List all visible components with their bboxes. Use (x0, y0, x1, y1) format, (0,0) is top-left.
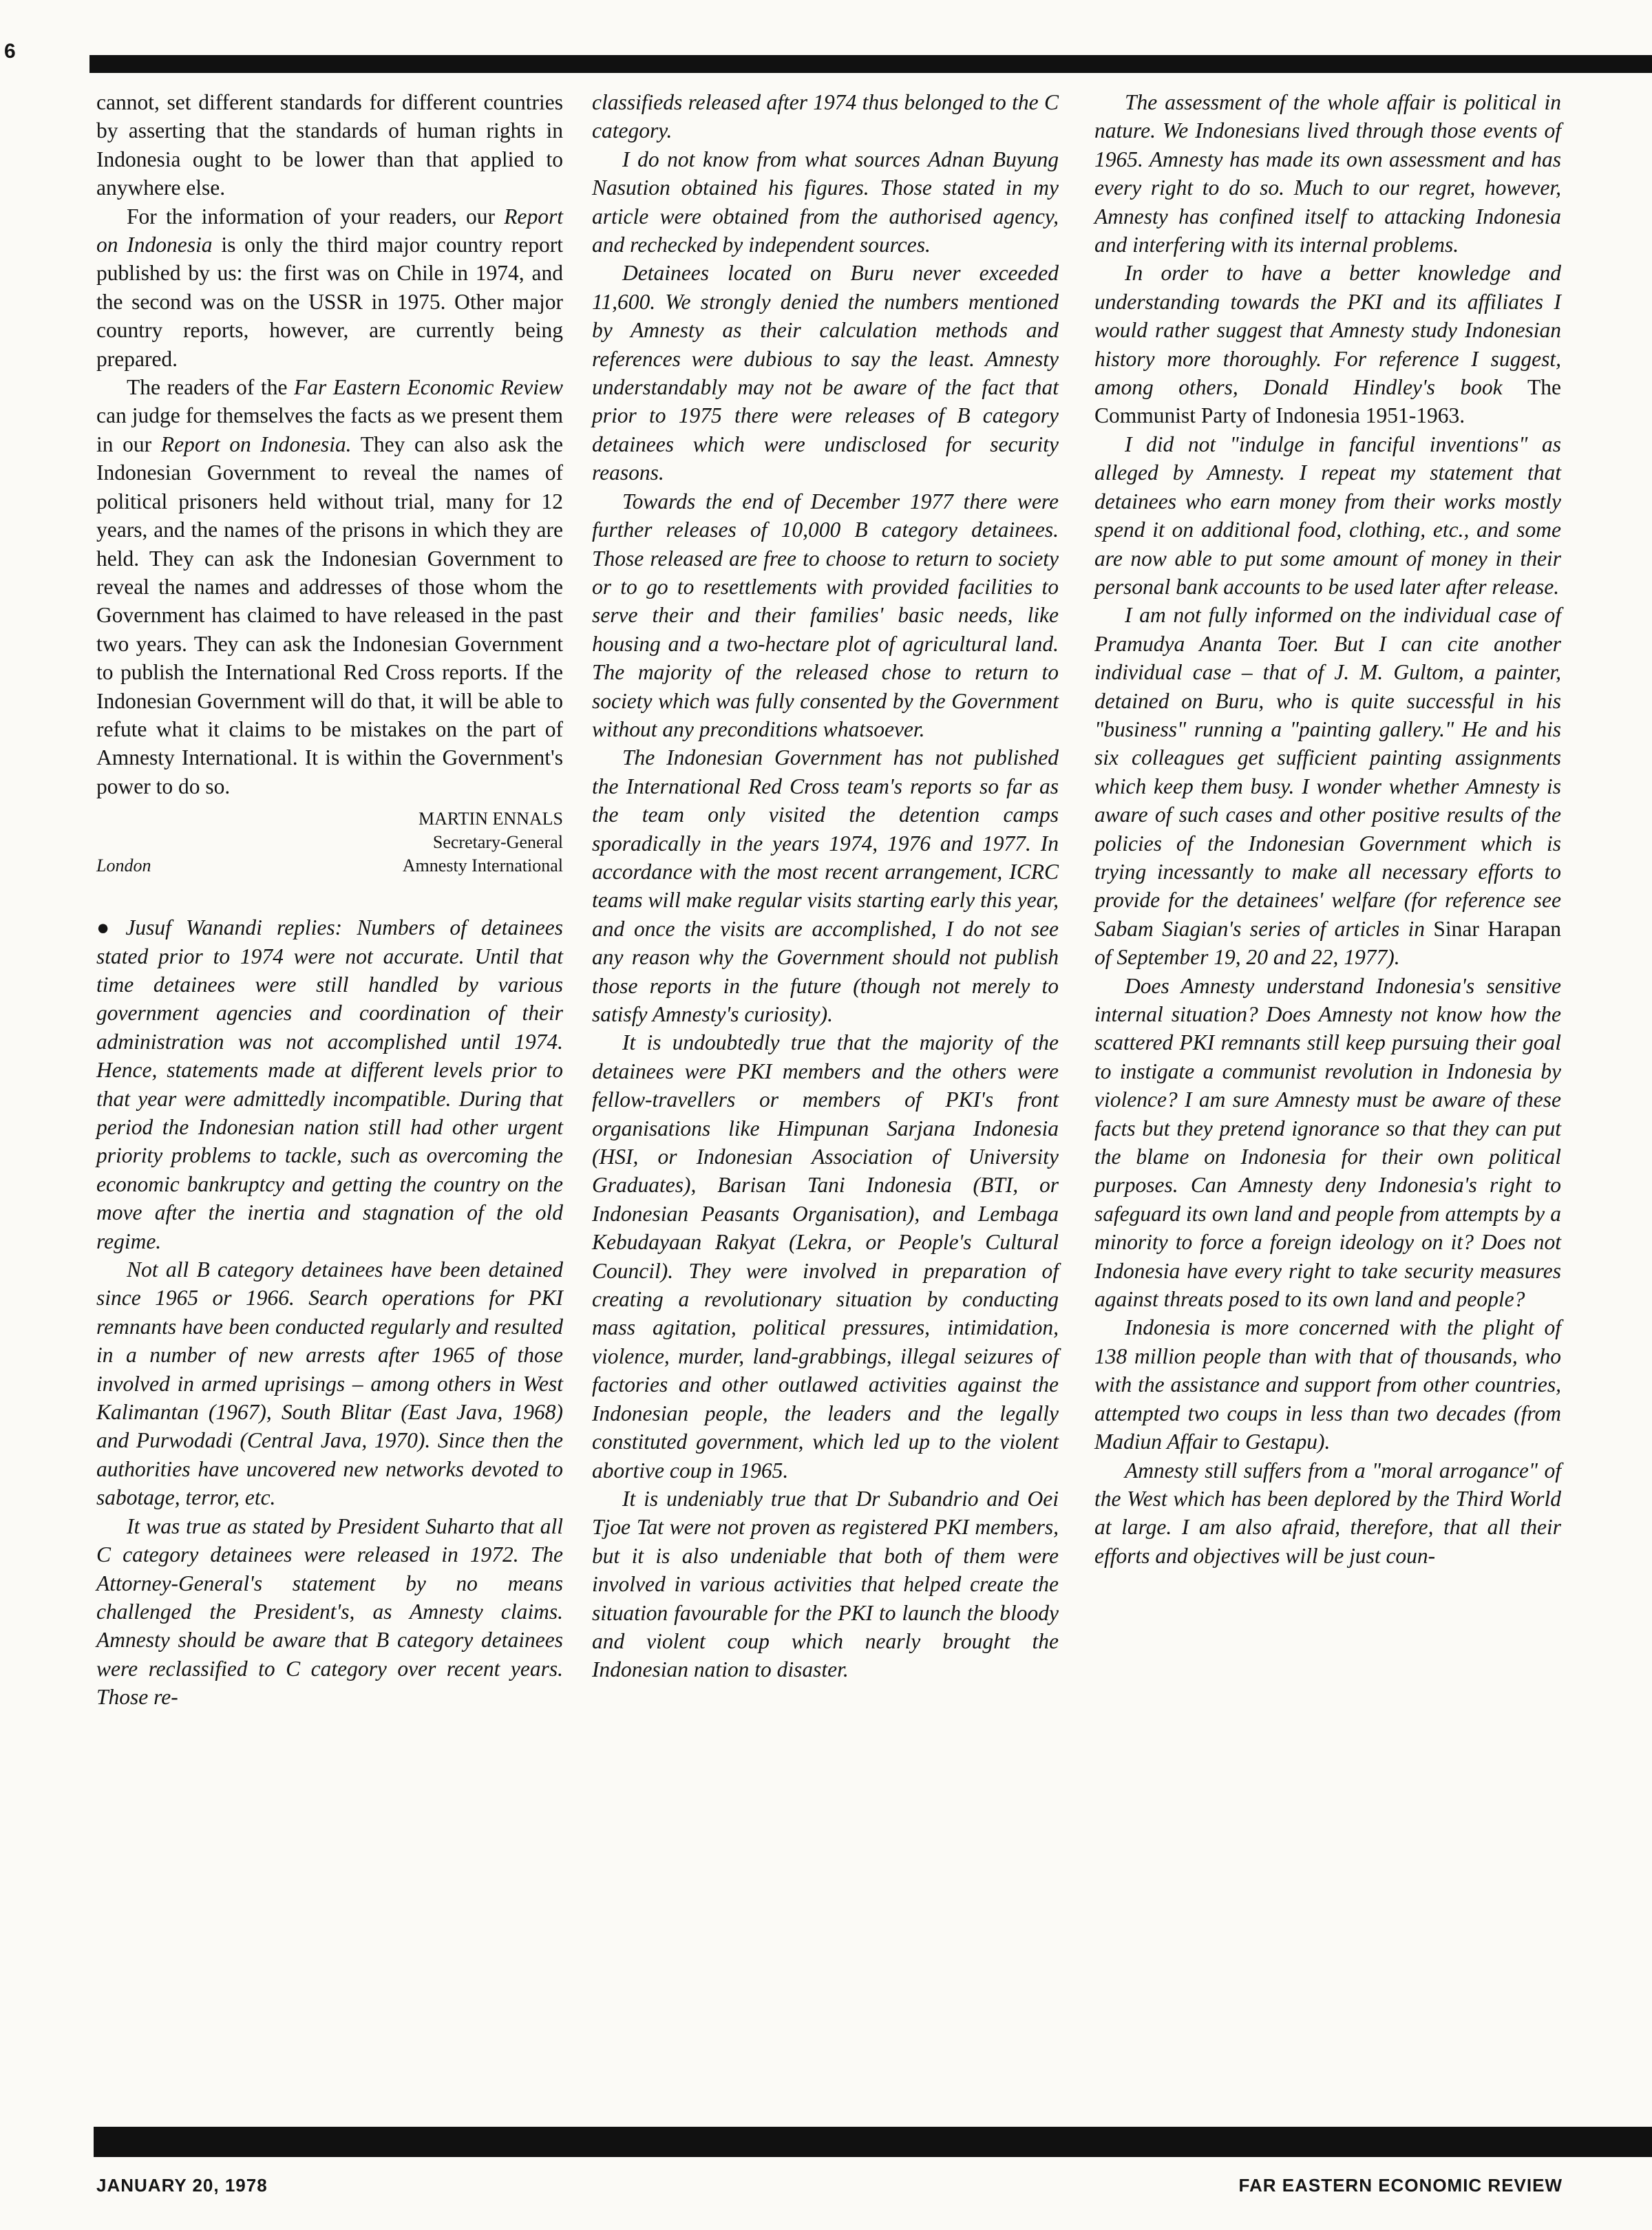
reply-column-2 (592, 88, 1059, 1684)
paragraph: Towards the end of December 1977 there were further releases of 10,000 B category detainees. Those released are free to choose to return to society or to go to resettlements with provided facilities to serve their and their families' basic needs, like housing and a two-hectare plot of agricultural land. The majority of the released chose to return to society which was fully consented by the Government without any preconditions whatsoever. (592, 489, 1059, 741)
magazine-title: Far Eastern Economic Review (294, 375, 563, 400)
bottom-rule (94, 2127, 1652, 2157)
paragraph: The assessment of the whole affair is political in nature. We Indonesians lived through those events of 1965. Amnesty has made its own assessment and has every right to do so. Much to our regret, however, Amnesty has confined itself to attacking Indonesia and interfering with its internal problems. (1094, 90, 1561, 257)
reply-paragraph: Not all B category detainees have been detained since 1965 or 1966. Search operations for PKI remnants have been conducted regularly and resulted in a number of new arrests after 1965 of those involved in armed uprisings – among others in West Kalimantan (1967), South Blitar (East Java, 1968) and Purwodadi (Central Java, 1970). Since then the authorities have uncovered new networks devoted to sabotage, terror, etc. (96, 1257, 563, 1510)
paragraph: Detainees located on Buru never exceeded 11,600. We strongly denied the numbers mentioned by Amnesty as their calculation methods and references were dubious to say the least. Amnesty understandably may not be aware of the fact that prior to 1975 there were releases of B category detainees which were undisclosed for security reasons. (592, 261, 1059, 485)
footer-magazine-name: FAR EASTERN ECONOMIC REVIEW (1238, 2175, 1563, 2196)
signature-block (96, 802, 563, 889)
paragraph: In order to have a better knowledge and understanding towards the PKI and its affiliates I would rather suggest that Amnesty study Indonesian history more thoroughly. For reference I suggest, among others, Donald Hindley's book The Communist Party of Indonesia 1951-1963. (1094, 261, 1561, 428)
top-rule (89, 55, 1652, 73)
signatory-city: London (96, 856, 151, 876)
page-number: 6 (4, 40, 16, 63)
report-title: Report on Indonesia. (160, 432, 352, 456)
signatory-name: MARTIN ENNALS (418, 809, 563, 829)
footer-date: JANUARY 20, 1978 (96, 2175, 268, 2196)
report-title: Report on Indonesia (96, 204, 563, 257)
paragraph: It is undeniably true that Dr Subandrio and Oei Tjoe Tat were not proven as registered PKI members, but it is also undeniable that both of them were involved in various activities that helped create the situation favourable for the PKI to launch the bloody and violent coup which nearly brought the Indonesian nation to disaster. (592, 1486, 1059, 1682)
paragraph: The readers of the Far Eastern Economic Review can judge for themselves the facts as we present them in our Report on Indonesia. They can also ask the Indonesian Government to reveal the names of political prisoners held without trial, many for 12 years, and the names of the prisons in which they are held. They can ask the Indonesian Government to reveal the names and addresses of those whom the Government has claimed to have released in the past two years. They can ask the Indonesian Government to publish the International Red Cross reports. If the Indonesian Government will do that, it will be able to refute what it claims to be mistakes on the part of Amnesty International. It is within the Government's power to do so. (96, 375, 563, 798)
reply-column-3 (1094, 88, 1561, 1570)
paragraph: For the information of your readers, our Report on Indonesia is only the third major country report published by us: the first was on Chile in 1974, and the second was on the USSR in 1975. Other major country reports, however, are currently being prepared. (96, 204, 563, 371)
paragraph: Amnesty still suffers from a "moral arrogance" of the West which has been deplored by the Third World at large. I am also afraid, therefore, that all their efforts and objectives will be just coun- (1094, 1458, 1561, 1568)
paragraph: I do not know from what sources Adnan Buyung Nasution obtained his figures. Those stated in my article were obtained from the authorised agency, and rechecked by independent sources. (592, 147, 1059, 257)
letter-column (96, 88, 563, 1712)
paragraph: I did not "indulge in fanciful inventions" as alleged by Amnesty. I repeat my statement that detainees who earn money from their works mostly spend it on additional food, clothing, etc., and some are now able to put some amount of money in their personal bank accounts to be used later after release. (1094, 432, 1561, 599)
reply-paragraph: ● Jusuf Wanandi replies: Numbers of detainees stated prior to 1974 were not accurate. Until that time detainees were still handled by various government agencies and coordination of their administration was not accomplished until 1974. Hence, statements made at different levels prior to that year were admittedly incompatible. During that period the Indonesian nation still had other urgent priority problems to tackle, such as overcoming the economic bankruptcy and getting the country on the move after the inertia and stagnation of the old regime. (96, 915, 563, 1253)
newspaper-title: Sinar Harapan (1433, 916, 1561, 941)
book-title: The Communist Party of Indonesia 1951-1963. (1094, 375, 1561, 428)
paragraph: I am not fully informed on the individual case of Pramudya Ananta Toer. But I can cite another individual case – that of J. M. Gultom, a painter, detained on Buru, who is quite successful in his "business" running a "painting gallery." He and his six colleagues get sufficient painting assignments which keep them busy. I wonder whether Amnesty is aware of such cases and other positive results of the policies of the Indonesian Government which is trying incessantly to make all necessary efforts to provide for the detainees' welfare (for reference see Sabam Siagian's series of articles in Sinar Harapan of September 19, 20 and 22, 1977). (1094, 603, 1561, 970)
paragraph: The Indonesian Government has not published the International Red Cross team's reports so far as the team only visited the detention camps sporadically in the years 1974, 1976 and 1977. In accordance with the most recent arrangement, ICRC teams will make regular visits starting early this year, and once the visits are accomplished, I do not see any reason why the Government should not publish those reports in the future (though not merely to satisfy Amnesty's curiosity). (592, 745, 1059, 1026)
bullet-icon: ● (96, 915, 119, 940)
signatory-title: Secretary-General (432, 832, 563, 853)
paragraph: classifieds released after 1974 thus belonged to the C category. (592, 90, 1059, 143)
paragraph: Does Amnesty understand Indonesia's sensitive internal situation? Does Amnesty not know how the scattered PKI remnants still keep pursuing their goal to instigate a communist revolution in Indonesia by violence? I am sure Amnesty must be aware of these facts but they pretend ignorance so that they can put the blame on Indonesia for their own political purposes. Can Amnesty deny Indonesia's right to safeguard its own land and people from attempts by a minority to force a foreign ideology on it? Does not Indonesia have every right to take security measures against threats posed to its own land and people? (1094, 973, 1561, 1312)
paragraph: It is undoubtedly true that the majority of the detainees were PKI members and the others were fellow-travellers or members of PKI's front organisations like Himpunan Sarjana Indonesia (HSI, or Indonesian Association of University Graduates), Barisan Tani Indonesia (BTI, or Indonesian Peasants Organisation), and Lembaga Kebudayaan Rakyat (Lekra, or People's Cultural Council). They were involved in preparation of creating a revolutionary situation by conducting mass agitation, political pressures, intimidation, violence, murder, land-grabbings, illegal seizures of factories and other outlawed activities against the Indonesian people, the leaders and the legally constituted government, which led up to the violent abortive coup in 1965. (592, 1030, 1059, 1483)
paragraph: cannot, set different standards for different countries by asserting that the standards of human rights in Indonesia ought to be lower than that applied to anywhere else. (96, 90, 563, 200)
paragraph: Indonesia is more concerned with the plight of 138 million people than with that of thousands, who with the assistance and support from other countries, attempted two coups in less than two decades (from Madiun Affair to Gestapu). (1094, 1315, 1561, 1454)
signatory-organisation: Amnesty International (402, 856, 563, 876)
reply-paragraph: It was true as stated by President Suharto that all C category detainees were released in 1972. The Attorney-General's statement by no means challenged the President's, as Amnesty claims. Amnesty should be aware that B category detainees were reclassified to C category over recent years. Those re- (96, 1514, 563, 1710)
